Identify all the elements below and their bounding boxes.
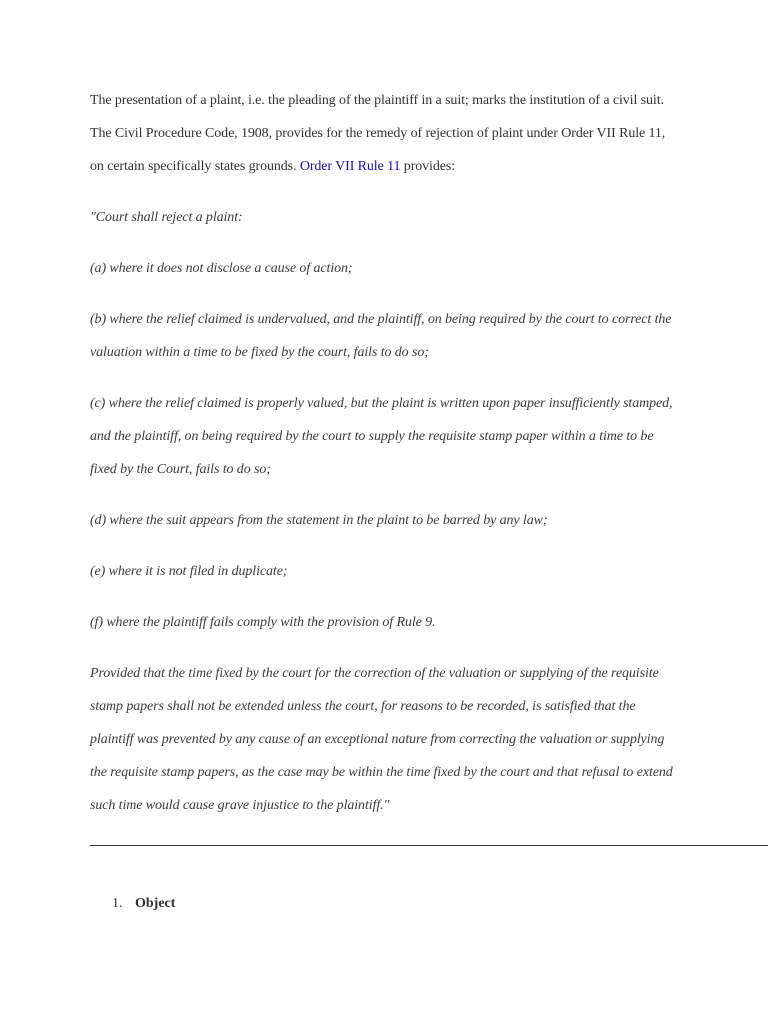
proviso-line-4: the requisite stamp papers, as the case may be within the time fixed by the court and that refusal to extend [90,765,673,780]
clause-c-line-2: and the plaintiff, on being required by the court to supply the requisite stamp paper within a time to be [90,429,654,444]
intro-paragraph [90,84,690,183]
list-item-number: 1. [112,896,123,911]
intro-line-3-end: provides: [400,159,455,174]
clause-c-line-3: fixed by the Court, fails to do so; [90,462,271,477]
numbered-list [112,893,175,915]
clause-f: (f) where the plaintiff fails comply with the provision of Rule 9. [90,615,436,630]
proviso [90,657,690,822]
quote-heading: "Court shall reject a plaint: [90,210,243,225]
document-body [90,84,690,822]
clause-b [90,303,690,369]
proviso-line-3: plaintiff was prevented by any cause of an exceptional nature from correcting the valuation or supplying [90,732,665,747]
proviso-line-5: such time would cause grave injustice to the plaintiff." [90,798,390,813]
list-item [112,893,175,915]
order-vii-rule-11-link[interactable]: Order VII Rule 11 [299,159,401,174]
clause-b-line-2: valuation within a time to be fixed by the court, fails to do so; [90,345,429,360]
clause-b-line-1: (b) where the relief claimed is undervalued, and the plaintiff, on being required by the court to correct the [90,312,672,327]
intro-line-2: The Civil Procedure Code, 1908, provides for the remedy of rejection of plaint under Order VII Rule 11, [90,126,666,141]
proviso-line-1: Provided that the time fixed by the court for the correction of the valuation or supplying of the requisite [90,666,659,681]
horizontal-divider [90,845,768,846]
clause-a: (a) where it does not disclose a cause of action; [90,261,353,276]
clause-c-line-1: (c) where the relief claimed is properly valued, but the plaint is written upon paper insufficiently stamped, [90,396,673,411]
intro-line-1: The presentation of a plaint, i.e. the pleading of the plaintiff in a suit; marks the institution of a civil suit. [90,93,664,108]
clause-c [90,387,690,486]
clause-e: (e) where it is not filed in duplicate; [90,564,288,579]
proviso-line-2: stamp papers shall not be extended unless the court, for reasons to be recorded, is satisfied that the [90,699,636,714]
intro-line-3-start: on certain specifically states grounds. [90,159,300,174]
clause-d: (d) where the suit appears from the statement in the plaint to be barred by any law; [90,513,548,528]
list-item-label: Object [135,896,176,911]
